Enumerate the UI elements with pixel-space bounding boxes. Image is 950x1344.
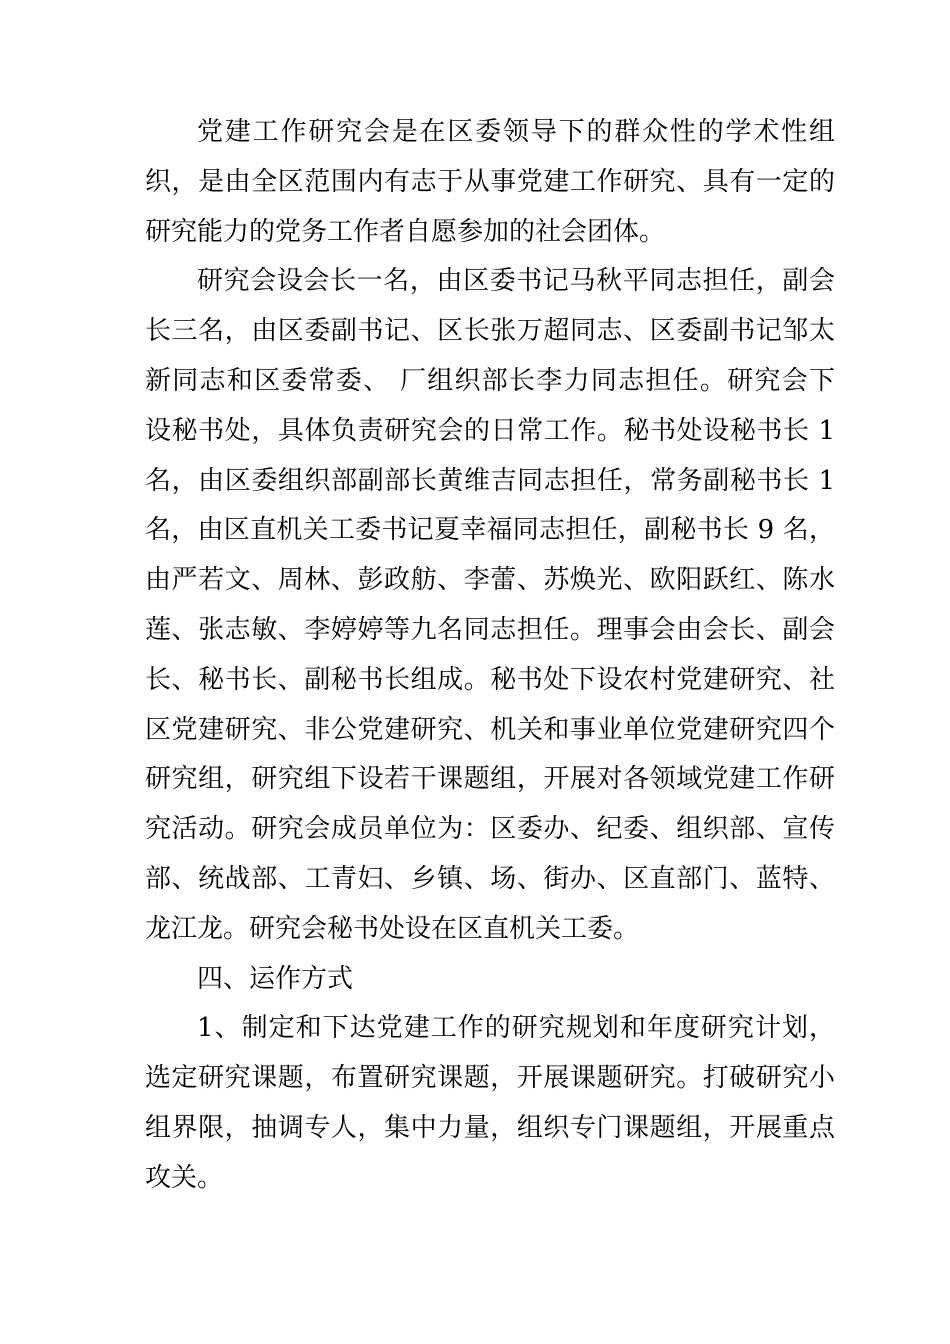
text-line: 区党建研究、非公党建研究、机关和事业单位党建研究四个: [145, 714, 835, 745]
text-line: 设秘书处，具体负责研究会的日常工作。秘书处设秘书长 1: [145, 415, 835, 446]
paragraph-intro: [145, 108, 835, 257]
text-line: 究活动。研究会成员单位为：区委办、纪委、组织部、宣传: [145, 814, 835, 845]
section-heading: [145, 955, 835, 1005]
text-line: 长、秘书长、副秘书长组成。秘书处下设农村党建研究、社: [145, 664, 835, 695]
text-line: 研究能力的党务工作者自愿参加的社会团体。: [145, 216, 666, 247]
text-line: 龙江龙。研究会秘书处设在区直机关工委。: [145, 913, 640, 944]
heading-text: 四、运作方式: [197, 963, 354, 994]
text-line: 名，由区直机关工委书记夏幸福同志担任，副秘书长 9 名，: [145, 515, 835, 546]
text-line: 名，由区委组织部副部长黄维吉同志担任，常务副秘书长 1: [145, 465, 835, 496]
text-line: 由严若文、周林、彭政舫、李蕾、苏焕光、欧阳跃红、陈水: [145, 565, 835, 596]
text-line: 织，是由全区范围内有志于从事党建工作研究、具有一定的: [145, 166, 835, 197]
text-line: 莲、张志敏、李婷婷等九名同志担任。理事会由会长、副会: [145, 614, 835, 645]
text-line: 党建工作研究会是在区委领导下的群众性的学术性组: [197, 117, 835, 147]
text-line: 研究组，研究组下设若干课题组，开展对各领域党建工作研: [145, 764, 835, 795]
text-line: 组界限，抽调专人，集中力量，组织专门课题组，开展重点: [145, 1112, 835, 1143]
text-line: 部、统战部、工青妇、乡镇、场、街办、区直部门、蓝特、: [145, 863, 835, 894]
text-line: 长三名，由区委副书记、区长张万超同志、区委副书记邹太: [145, 316, 835, 347]
text-line: 攻关。: [145, 1162, 224, 1193]
paragraph-organization: [145, 257, 835, 954]
text-line: 新同志和区委常委、 厂组织部长李力同志担任。研究会下: [145, 365, 835, 396]
text-line: 选定研究课题，布置研究课题，开展课题研究。打破研究小: [145, 1063, 835, 1094]
document-page: [145, 108, 835, 1204]
text-line: 1、制定和下达党建工作的研究规划和年度研究计划，: [197, 1013, 835, 1044]
text-line: 研究会设会长一名，由区委书记马秋平同志担任，副会: [197, 266, 835, 297]
paragraph-operation-item-1: [145, 1004, 835, 1203]
